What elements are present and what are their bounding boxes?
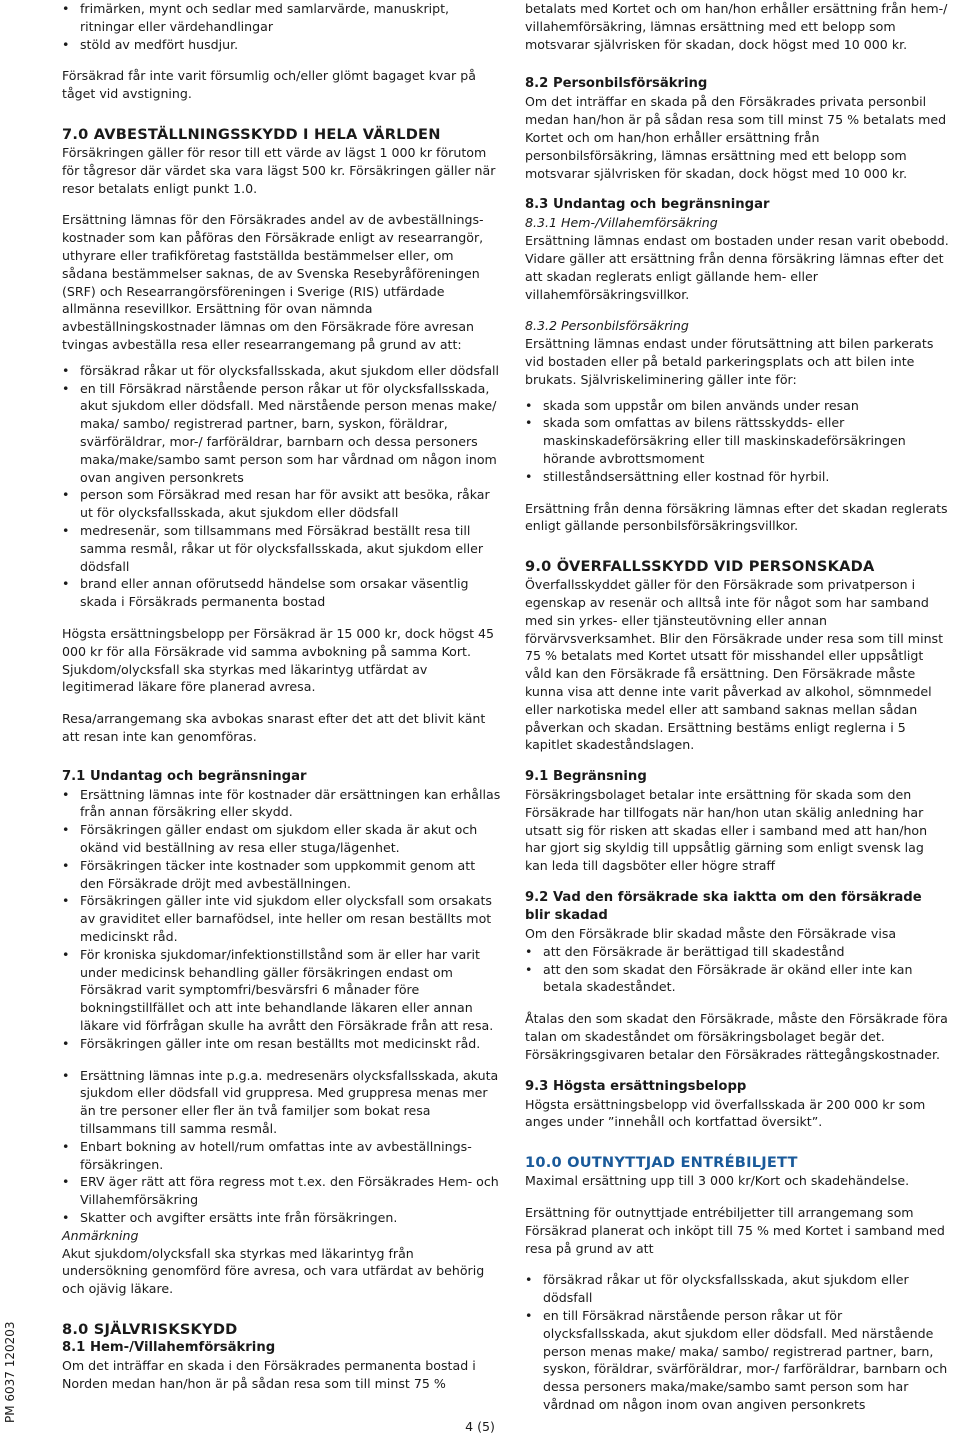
- section-7-paragraph-4: Resa/arrangemang ska avbokas snarast efter det att det blivit känt att resan inte kan genomföras.: [62, 711, 486, 744]
- list-item: • Försäkringen gäller inte om resan beställts mot medicinskt råd.: [62, 1035, 502, 1053]
- document-code: [0, 1305, 24, 1425]
- section-10-text-2: Ersättning för outnyttjade entrébiljetter till arrangemang som Försäkrad planerat och inköpt till 75 % med Kortet i samband med resa på grund av att: [525, 1205, 945, 1256]
- section-8-3-2-bullet-list: [525, 397, 949, 486]
- section-7-1-heading: 7.1 Undantag och begränsningar: [62, 768, 307, 784]
- section-9-2-after: Åtalas den som skadat den Försäkrade, måste den Försäkrade föra talan om skadeståndet om försäkringsbolaget begär det. Försäkringsgivaren betalar den Försäkrades rättegångskostnader.: [525, 1011, 948, 1062]
- list-item: • Försäkringen gäller inte vid sjukdom eller olycksfall som orsakats av graviditet eller barnafödsel, inte heller om resan beställts mot medicinskt råd.: [62, 892, 502, 945]
- section-7-1-bullet-list-2: [62, 1067, 502, 1227]
- section-7-1-bullet-list: [62, 786, 502, 1053]
- list-item: • att den som skadat den Försäkrade är okänd eller inte kan betala skadeståndet.: [525, 961, 949, 997]
- list-item: • medresenär, som tillsammans med Försäkrad beställt resa till samma resmål, råkar ut för olycksfallsskada, akut sjukdom eller dödsfall: [62, 522, 502, 575]
- left-column: [62, 0, 502, 1393]
- section-8-3-1-text: Ersättning lämnas endast om bostaden under resan varit obebodd. Vidare gäller att ersättning från denna försäkring lämnas efter det att skadan reglerats enligt gällande hem- eller villahemförsäkringsvillkor.: [525, 233, 949, 302]
- section-9-3-text: Högsta ersättningsbelopp vid överfallsskada är 200 000 kr som anges under ”innehåll och kortfattad översikt”.: [525, 1096, 926, 1130]
- section-9-2-heading: 9.2 Vad den försäkrade ska iaktta om den försäkrade blir skadad: [525, 890, 922, 924]
- section-8-3-heading: 8.3 Undantag och begränsningar: [525, 197, 770, 213]
- note-label: Anmärkning: [62, 1227, 139, 1243]
- section-9-3-heading: 9.3 Högsta ersättningsbelopp: [525, 1078, 747, 1094]
- list-item: • person som Försäkrad med resan har för avsikt att besöka, råkar ut för olycksfallsskada, akut sjukdom eller dödsfall: [62, 486, 502, 522]
- section-9-2-bullet-list: [525, 943, 949, 996]
- list-item: • Försäkringen täcker inte kostnader som uppkommit genom att den Försäkrade dröjt med avbeställningen.: [62, 857, 502, 893]
- intro-paragraph: Försäkrad får inte varit försumlig och/eller glömt bagaget kvar på tåget vid avstigning.: [62, 68, 476, 102]
- section-9-heading: 9.0 ÖVERFALLSSKYDD VID PERSONSKADA: [525, 558, 875, 576]
- list-item: • att den Försäkrade är berättigad till skadestånd: [525, 943, 949, 961]
- right-column: [525, 0, 949, 1414]
- list-item: • Skatter och avgifter ersätts inte från försäkringen.: [62, 1209, 502, 1227]
- section-7-paragraph-1: Försäkringen gäller för resor till ett värde av lägst 1 000 kr förutom för tågresor där värdet ska vara lägst 500 kr. Försäkringen gäller när resor betalats enligt punkt 1.0.: [62, 144, 496, 196]
- note-text: Akut sjukdom/olycksfall ska styrkas med läkarintyg från undersökning genomförd före avresa, och vara utfärdat av behörig och ojävig läkare.: [62, 1245, 485, 1297]
- section-8-3-2-text: Ersättning lämnas endast under förutsättning att bilen parkerats vid bostaden eller på betald parkeringsplats och att bilen inte brukats. Självriskeliminering gäller inte för:: [525, 336, 934, 387]
- list-item: • försäkrad råkar ut för olycksfallsskada, akut sjukdom eller dödsfall: [62, 362, 502, 380]
- list-item: • stilleståndsersättning eller kostnad för hyrbil.: [525, 468, 949, 486]
- list-item: • skada som omfattas av bilens rättsskydds- eller maskinskadeförsäkring eller till maskinskadeförsäkringen hörande avbrottsmoment: [525, 414, 949, 467]
- list-item: • Ersättning lämnas inte för kostnader där ersättningen kan erhållas från annan försäkring eller skydd.: [62, 786, 502, 822]
- list-item: • försäkrad råkar ut för olycksfallsskada, akut sjukdom eller dödsfall: [525, 1271, 949, 1307]
- section-7-paragraph-2: Ersättning lämnas för den Försäkrades andel av de avbeställnings-kostnader som kan påföras den Försäkrade enligt av researrangör, uthyrare eller trafikföretag fastställda bestämmelser eller, om sådana bestämmelser saknas, de av Svenska Resebyråföreningen (SRF) och Researrangörsföreningen i Sverige (RIS) utfärdade allmänna resevillkor. Ersättning för ovan nämnda avbeställningskostnader lämnas om den Försäkrade före avresan tvingas avbeställa resa eller researrangemang på grund av att:: [62, 212, 484, 352]
- section-8-2-heading: 8.2 Personbilsförsäkring: [525, 76, 708, 92]
- section-8-1-text: Om det inträffar en skada i den Försäkrades permanenta bostad i Norden medan han/hon är på sådan resa som till minst 75 %: [62, 1358, 476, 1391]
- section-7-heading: 7.0 AVBESTÄLLNINGSSKYDD I HELA VÄRLDEN: [62, 125, 441, 143]
- list-item: • ERV äger rätt att föra regress mot t.ex. den Försäkrades Hem- och Villahemförsäkring: [62, 1173, 502, 1209]
- list-item: • en till Försäkrad närstående person råkar ut för olycksfallsskada, akut sjukdom eller dödsfall. Med närstående person menas make/ maka/ sambo/ registrerad partner, barn, syskon, föräldrar, svärföräldrar, mor-/ farföräldrar, barnbarn och dessa personers maka/make/sambo samt person som har vårdnad om någon inom ovan angiven personkrets: [62, 380, 502, 487]
- list-item: • skada som uppstår om bilen används under resan: [525, 397, 949, 415]
- section-7-paragraph-3: Högsta ersättningsbelopp per Försäkrad är 15 000 kr, dock högst 45 000 kr för alla Försäkrade vid samma avbokning på samma Kort. Sjukdom/olycksfall ska styrkas med läkarintyg utfärdat av legitimerad läkare före planerad avresa.: [62, 625, 495, 695]
- section-10-heading: 10.0 OUTNYTTJAD ENTRÉBILJETT: [525, 1154, 798, 1172]
- section-10-bullet-list: [525, 1271, 949, 1413]
- section-8-3-1-heading: 8.3.1 Hem-/Villahemförsäkring: [525, 215, 718, 231]
- section-8-2-text: Om det inträffar en skada på den Försäkrades privata personbil medan han/hon är på sådan resa som till minst 75 % betalats med Kortet och om han/hon erhåller ersättning från personbilsförsäkring, lämnas ersättning med ett belopp som motsvarar självrisken för skadan, dock högst med 10 000 kr.: [525, 94, 947, 181]
- list-item: • brand eller annan oförutsedd händelse som orsakar väsentlig skada i Försäkrads permanenta bostad: [62, 575, 502, 611]
- list-item: • Ersättning lämnas inte p.g.a. medresenärs olycksfallsskada, akuta sjukdom eller dödsfall vid gruppresa. Med gruppresa menas mer än tre personer eller fler än två familjer som bokat resa tillsammans till samma resmål.: [62, 1067, 502, 1138]
- document-code-text: PM 6037 120203: [3, 1321, 17, 1423]
- section-10-text-1: Maximal ersättning upp till 3 000 kr/Kort och skadehändelse.: [525, 1173, 910, 1189]
- list-item: • stöld av medfört husdjur.: [62, 36, 502, 54]
- section-9-2-text: Om den Försäkrade blir skadad måste den Försäkrade visa: [525, 926, 897, 942]
- section-9-1-text: Försäkringsbolaget betalar inte ersättning för skada som den Försäkrade har tillfogats när han/hon utan skälig anledning har utsatt sig för risken att skadas eller i samband med att han/hon har gjort sig skyldig till uppsåtlig gärning som enligt svensk lag kan leda till dagsböter eller högre straff: [525, 787, 928, 874]
- list-item: • Försäkringen gäller endast om sjukdom eller skada är akut och okänd vid beställning av resa eller stuga/lägenhet.: [62, 821, 502, 857]
- section-8-3-2-heading: 8.3.2 Personbilsförsäkring: [525, 318, 689, 334]
- section-8-heading: 8.0 SJÄLVRISKSKYDD: [62, 1321, 238, 1338]
- page-number: 4 (5): [465, 1419, 495, 1434]
- list-item: • frimärken, mynt och sedlar med samlarvärde, manuskript, ritningar eller värdehandlingar: [62, 0, 502, 36]
- top-bullet-list: [62, 0, 502, 53]
- continued-paragraph: betalats med Kortet och om han/hon erhåller ersättning från hem-/ villahemförsäkring, lämnas ersättning med ett belopp som motsvarar självrisken för skadan, dock högst med 10 000 kr.: [525, 1, 948, 52]
- section-8-1-heading: 8.1 Hem-/Villahemförsäkring: [62, 1340, 276, 1355]
- list-item: • För kroniska sjukdomar/infektionstillstånd som är eller har varit under medicinsk behandling gäller försäkringen endast om Försäkrad varit symptomfri/besvärsfri 6 månader före bokningstillfället och att inte behandlande läkaren eller annan läkare vid förfrågan skulle ha avrått den Försäkrade från att resa.: [62, 946, 502, 1035]
- list-item: • en till Försäkrad närstående person råkar ut för olycksfallsskada, akut sjukdom eller dödsfall. Med närstående person menas make/ maka/ sambo/ registrerad partner, barn, syskon, föräldrar, svärföräldrar, mor-/ farföräldrar, barnbarn och dessa personers maka/make/sambo samt person som har vårdnad om någon inom ovan angiven personkrets: [525, 1307, 949, 1414]
- section-7-bullet-list: [62, 362, 502, 611]
- section-9-1-heading: 9.1 Begränsning: [525, 769, 647, 785]
- section-9-text: Överfallsskyddet gäller för den Försäkrade som privatperson i egenskap av resenär och alltså inte för något som har samband med sin yrkes- eller tjänsteutövning eller annan förvärvsverksamhet. Blir den Försäkrade under resa som till minst 75 % betalats med Kortet utsatt för misshandel eller uppsåtligt våld kan den Försäkrade få ersättning. Den Försäkrade måste kunna visa att denne inte varit påverkad av alkohol, sömnmedel eller narkotiska medel eller att samband saknas mellan sådan påverkan och skadan. Ersättning bestäms enligt reglerna i 5 kapitlet skadeståndslagen.: [525, 577, 944, 753]
- list-item: • Enbart bokning av hotell/rum omfattas inte av avbeställnings-försäkringen.: [62, 1138, 502, 1174]
- section-8-3-2-after: Ersättning från denna försäkring lämnas efter det skadan reglerats enligt gällande personbilsförsäkringsvillkor.: [525, 500, 948, 534]
